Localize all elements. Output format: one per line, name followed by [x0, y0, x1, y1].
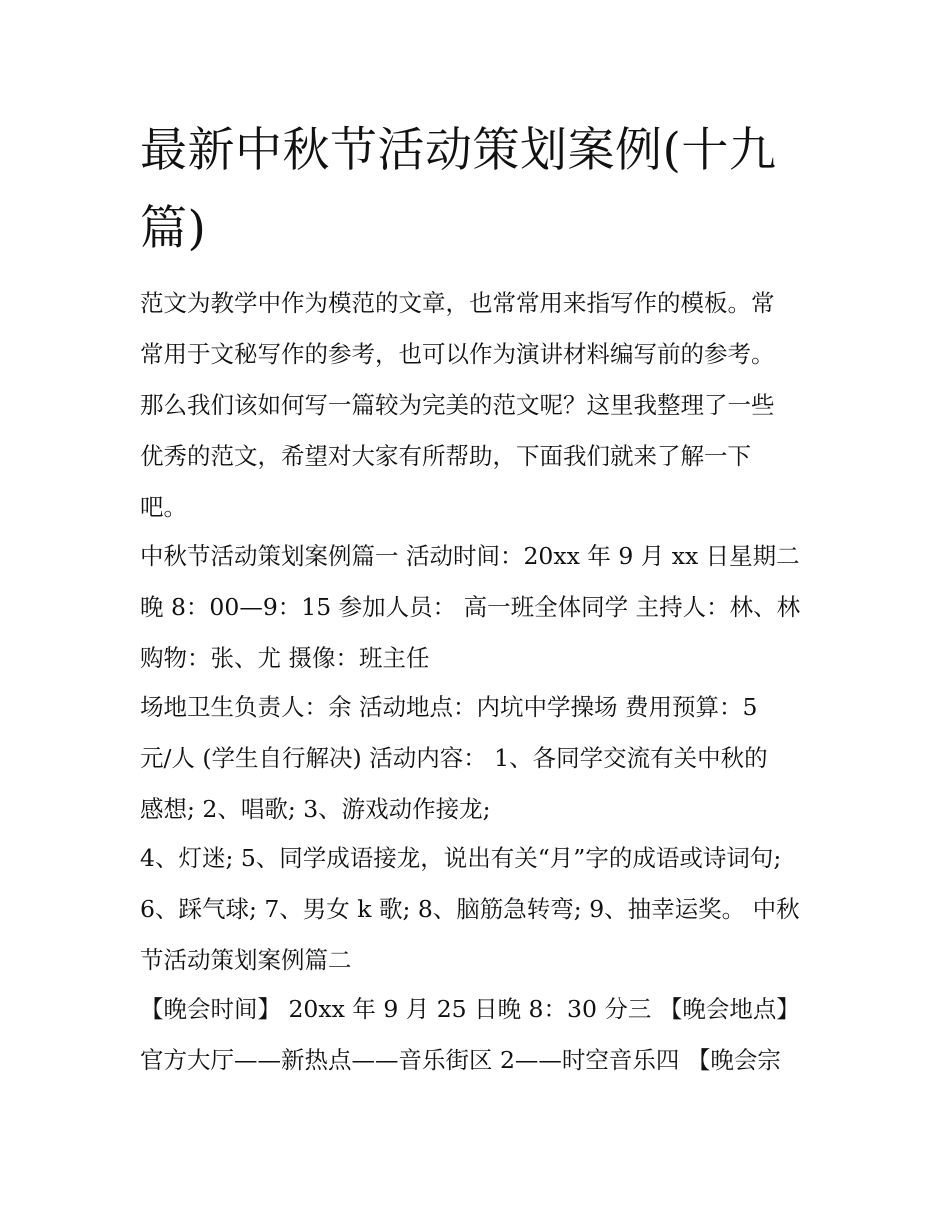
intro-line-4: 优秀的范文，希望对大家有所帮助，下面我们就来了解一下	[140, 442, 751, 470]
intro-line-2: 常用于文秘写作的参考，也可以作为演讲材料编写前的参考。	[140, 340, 775, 368]
activities-paragraph	[140, 833, 820, 986]
intro-line-5: 吧。	[140, 493, 187, 521]
party-line-2: 官方大厅——新热点——音乐街区 2——时空音乐四 【晚会宗	[140, 1046, 781, 1074]
activities-line-2: 6、踩气球; 7、男女 k 歌; 8、脑筋急转弯; 9、抽幸运奖。 中秋	[140, 895, 800, 923]
case-one-line-3: 购物：张、尤 摄像：班主任	[140, 644, 430, 672]
intro-line-3: 那么我们该如何写一篇较为完美的范文呢？这里我整理了一些	[140, 391, 775, 419]
case-one-line-1: 中秋节活动策划案例篇一 活动时间：20xx 年 9 月 xx 日星期二	[140, 542, 800, 570]
intro-line-1: 范文为教学中作为模范的文章，也常常用来指写作的模板。常	[140, 289, 775, 317]
document-title	[140, 112, 820, 268]
party-details-paragraph	[140, 984, 820, 1086]
title-line-2: 篇)	[140, 201, 207, 256]
venue-line-3: 感想; 2、唱歌; 3、游戏动作接龙;	[140, 795, 491, 823]
activities-line-3: 节活动策划案例篇二	[140, 946, 352, 974]
case-one-paragraph	[140, 531, 820, 684]
venue-budget-paragraph	[140, 682, 820, 835]
party-line-1: 【晚会时间】 20xx 年 9 月 25 日晚 8：30 分三 【晚会地点】	[140, 995, 800, 1023]
activities-line-1: 4、灯迷; 5、同学成语接龙，说出有关“月”字的成语或诗词句;	[140, 844, 782, 872]
venue-line-2: 元/人 (学生自行解决) 活动内容： 1、各同学交流有关中秋的	[140, 744, 768, 772]
intro-paragraph	[140, 278, 820, 533]
case-one-line-2: 晚 8：00—9：15 参加人员： 高一班全体同学 主持人：林、林	[140, 593, 801, 621]
title-line-1: 最新中秋节活动策划案例(十九	[140, 123, 777, 178]
venue-line-1: 场地卫生负责人：余 活动地点：内坑中学操场 费用预算：5	[140, 693, 758, 721]
